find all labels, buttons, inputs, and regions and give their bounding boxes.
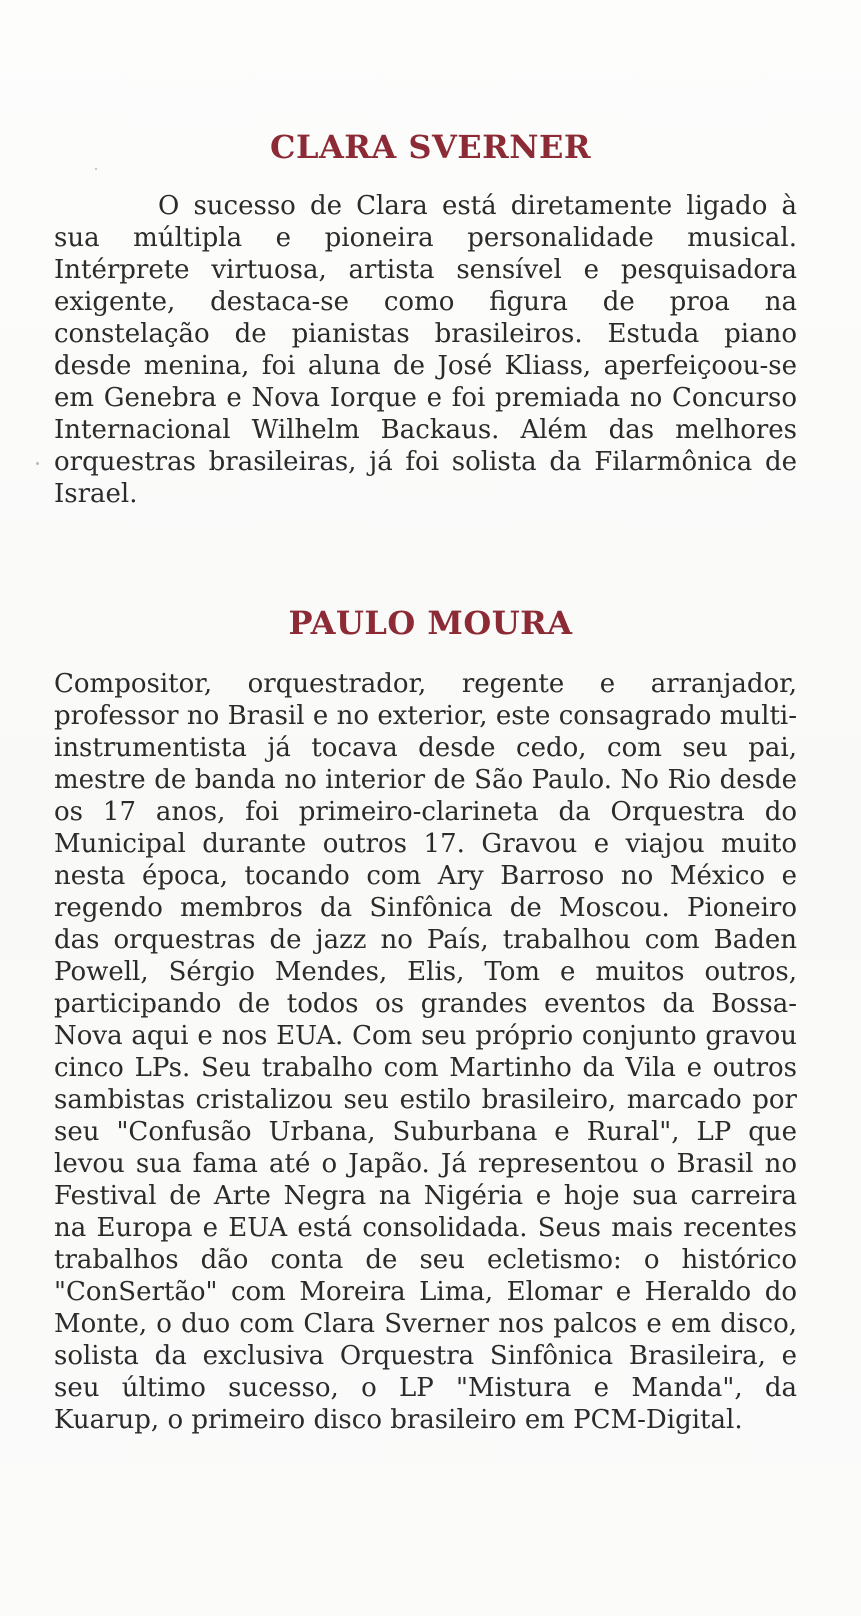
paragraph-paulo-moura: Compositor, orquestrador, regente e arranjador, professor no Brasil e no exterior, este consagrado multi-instrumentista já tocava desde cedo, com seu pai, mestre de banda no interior de São Paulo. No Rio desde os 17 anos, foi primeiro-clarineta da Orquestra do Municipal durante outros 17. Gravou e viajou muito nesta época, tocando com Ary Barroso no México e regendo membros da Sinfônica de Moscou. Pioneiro das orquestras de jazz no País, trabalhou com Baden Powell, Sérgio Mendes, Elis, Tom e muitos outros, participando de todos os grandes eventos da Bossa- Nova aqui e nos EUA. Com seu próprio conjunto gravou cinco LPs. Seu trabalho com Martinho da Vila e outros sambistas cristalizou seu estilo brasileiro, marcado por seu "Confusão Urbana, Suburbana e Rural", LP que levou sua fama até o Japão. Já representou o Brasil no Festival de Arte Negra na Nigéria e hoje sua carreira na Europa e EUA está consolidada. Seus mais recentes trabalhos dão conta de seu ecletismo: o histórico "ConSertão" com Moreira Lima, Elomar e Heraldo do Monte, o duo com Clara Sverner nos palcos e em disco, solista da exclusiva Orquestra Sinfônica Brasileira, e seu último sucesso, o LP "Mistura e Manda", da Kuarup, o primeiro disco brasileiro em PCM-Digital. [54,669,797,1435]
heading-clara-sverner: CLARA SVERNER [269,128,591,166]
paragraph-clara-sverner: O sucesso de Clara está diretamente ligado à sua múltipla e pioneira personalidade musical. Intérprete virtuosa, artista sensível e pesquisadora exigente, destaca-se como figura de proa na constelação de pianistas brasileiros. Estuda piano desde menina, foi aluna de José Kliass, aperfeiçoou-se em Genebra e Nova Iorque e foi premiada no Concurso Internacional Wilhelm Backaus. Além das melhores orquestras brasileiras, já foi solista da Filarmônica de Israel. [54,191,797,509]
heading-paulo-moura: PAULO MOURA [288,604,573,642]
paper-speck [36,462,39,465]
paper-speck [95,168,97,170]
